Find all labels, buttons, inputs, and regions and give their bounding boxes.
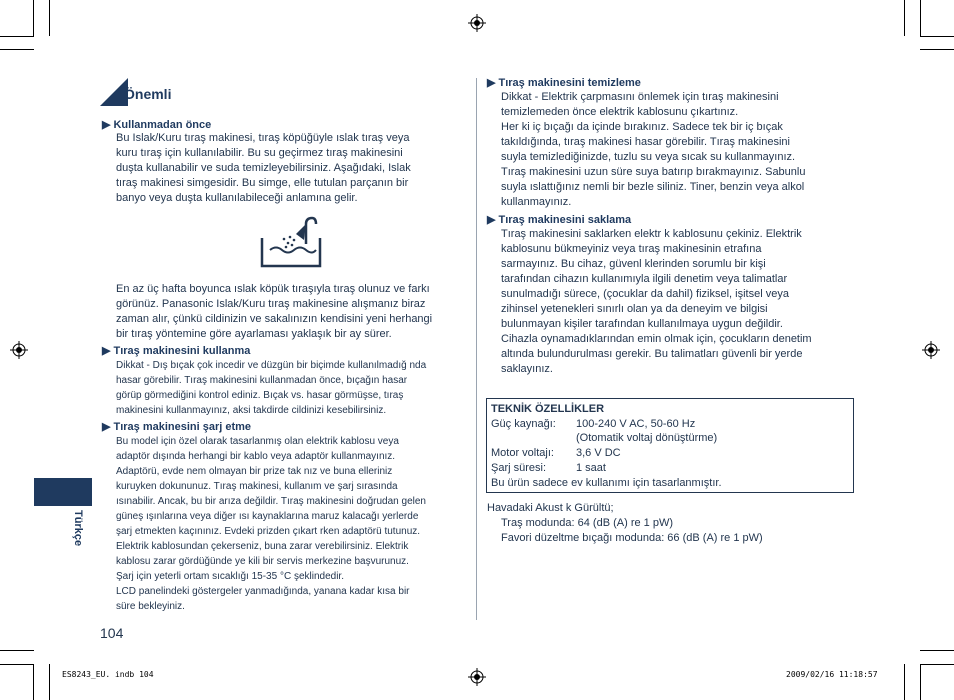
crop-mark — [920, 49, 954, 50]
section-heading-text: Kullanmadan önce — [113, 119, 212, 131]
crop-mark — [33, 0, 34, 36]
section-heading-text: Tıraş makinesini şarj etme — [113, 421, 252, 433]
spec-value: 3,6 V DC — [576, 447, 621, 459]
noise-title: Havadaki Akust k Gürültü; — [487, 502, 614, 514]
registration-mark-icon — [468, 668, 486, 686]
arrow-icon: ▶ — [102, 421, 111, 433]
language-tab — [34, 478, 92, 506]
section-heading — [102, 420, 251, 433]
section-body: Dikkat - Elektrik çarpmasını önlemek için tıraş makinesini temizlemeden önce elektrik kablosunu çıkartınız. Her ki iç bıçağı da içinde bırakınız. Sadece tek bir iç bıçak takıldığında, tıraş makinesi hasar görebilir. Tıraş makinesini suyla temizlediğinizde, tuzlu su veya sıcak su kullanmayınız. Tıraş makinesini uzun süre suya batırıp bırakmayınız. Sabunlu suyla ıslattığınız nemli bir bezle siliniz. Tiner, benzin veya alkol kullanmayınız. — [501, 91, 806, 208]
spec-label: Güç kaynağı: — [491, 418, 556, 430]
registration-mark-icon — [10, 341, 28, 359]
arrow-icon: ▶ — [102, 345, 111, 357]
crop-mark — [920, 36, 954, 37]
crop-mark — [0, 650, 34, 651]
language-tab-label: Türkçe — [72, 510, 84, 547]
shower-bath-icon — [260, 216, 322, 268]
arrow-icon: ▶ — [487, 77, 496, 89]
section-heading — [487, 213, 631, 226]
section-body: Dikkat - Dış bıçak çok incedir ve düzgün bir biçimde kullanılmadığ nda hasar görebilir. Tıraş makinesini kullanmadan önce, bıçağın hasar görüp görmediğini kontrol ediniz. Bıçak vs. hasar görmüşse, tıraş makinesini kullanmayınız, aksi takdirde cildinizi kesebilirsiniz. — [116, 360, 427, 416]
section-heading — [102, 118, 211, 131]
crop-mark — [904, 664, 905, 700]
crop-mark — [920, 664, 921, 700]
section-heading-text: Tıraş makinesini kullanma — [113, 345, 251, 357]
crop-mark — [904, 0, 905, 36]
spec-title: TEKNİK ÖZELLİKLER — [491, 403, 605, 415]
crop-mark — [0, 36, 34, 37]
section-heading-text: Tıraş makinesini saklama — [498, 214, 632, 226]
noise-value: Traş modunda: 64 (dB (A) re 1 pW) — [501, 517, 673, 529]
spec-label: Şarj süresi: — [491, 462, 547, 474]
section-body: Bu model için özel olarak tasarlanmış olan elektrik kablosu veya adaptör dışında herhangi bir kablo veya adaptör kullanmayınız. Adaptörü, evde nem olmayan bir prize tak nız ve buna elleriniz kuruyken dokununuz. Tıraş makinesi, kullanım ve şarj sırasında ısınabilir. Ancak, bu bir arıza değildir. Tıraş makinesini doğrudan gelen güneş ışınlarına veya diğer ısı kaynaklarına maruz kalacağı yerlerde şarj etmekten kaçınınız. Evdeki prizden çıkart rken adaptörü tutunuz. Elektrik kablosundan çekerseniz, buna zarar verebilirsiniz. Elektrik kablosu zarar gördüğünde ye kili bir servis merkezine başvurunuz. Şarj için yeterli ortam sıcaklığı 15-35 °C şeklindedir. LCD panelindeki göstergeler yanmadığında, yanana kadar kısa bir süre bekleyiniz. — [116, 436, 426, 612]
page-number: 104 — [100, 625, 124, 641]
spec-note: Bu ürün sadece ev kullanımı için tasarlanmıştır. — [491, 477, 722, 489]
crop-mark — [33, 664, 34, 700]
crop-mark — [920, 664, 954, 665]
spec-label: Motor voltajı: — [491, 447, 554, 459]
section-heading — [487, 76, 641, 89]
spec-value: 100-240 V AC, 50-60 Hz — [576, 418, 696, 430]
crop-mark — [920, 0, 921, 36]
crop-mark — [49, 0, 50, 36]
arrow-icon: ▶ — [102, 119, 111, 131]
column-divider — [476, 78, 477, 620]
section-heading-text: Tıraş makinesini temizleme — [498, 77, 641, 89]
crop-mark — [920, 650, 954, 651]
arrow-icon: ▶ — [487, 214, 496, 226]
registration-mark-icon — [922, 341, 940, 359]
spec-value: 1 saat — [576, 462, 606, 474]
section-body: Tıraş makinesini saklarken elektr k kablosunu çekiniz. Elektrik kablosunu bükmeyiniz veya tıraş makinesinin etrafına sarmayınız. Bu cihaz, güvenl klerinden sorumlu bir kişi tarafından cihazın kullanımıyla ilgili denetim veya talimatlar sunulmadığı sürece, (çocuklar da dahil) fiziksel, işitsel veya zihinsel yetenekleri sınırlı olan ya da deneyim ve bilgisi bulunmayan kişiler tarafından kullanılmaya uygun değildir. Cihazla oynamadıklarından emin olmak için, çocukların denetim altında bulundurulması gerekir. Bu talimatları güvenli bir yerde saklayınız. — [501, 228, 812, 375]
registration-mark-icon — [468, 14, 486, 32]
crop-mark — [0, 49, 34, 50]
section-body: Bu Islak/Kuru tıraş makinesi, tıraş köpüğüyle ıslak tıraş veya kuru tıraş için kullanılabilir. Bu su geçirmez tıraş makinesini duşta kullanabilir ve suda temizleyebilirsiniz. Aşağıdaki, Islak tıraş makinesi simgesidir. Bu simge, elle tutulan parçanın bir banyo veya duşta kullanılabileceği anlamına gelir. — [116, 132, 411, 204]
spec-value: (Otomatik voltaj dönüştürme) — [576, 432, 718, 444]
footer-file: ES8243_EU. indb 104 — [62, 670, 154, 679]
section-body: En az üç hafta boyunca ıslak köpük tıraşıyla tıraş olunuz ve farkı görünüz. Panasonic Islak/Kuru tıraş makinesine alışmanız biraz zaman alır, çünkü cildinizin ve sakalınızın kendisini yeni herhangi bir tıraş yöntemine göre ayarlaması yaklaşık bir ay sürer. — [116, 283, 433, 340]
crop-mark — [0, 664, 34, 665]
section-heading — [102, 344, 250, 357]
noise-value: Favori düzeltme bıçağı modunda: 66 (dB (A) re 1 pW) — [501, 532, 763, 544]
footer-timestamp: 2009/02/16 11:18:57 — [786, 670, 878, 679]
page-title: Önemli — [124, 86, 172, 102]
crop-mark — [49, 664, 50, 700]
